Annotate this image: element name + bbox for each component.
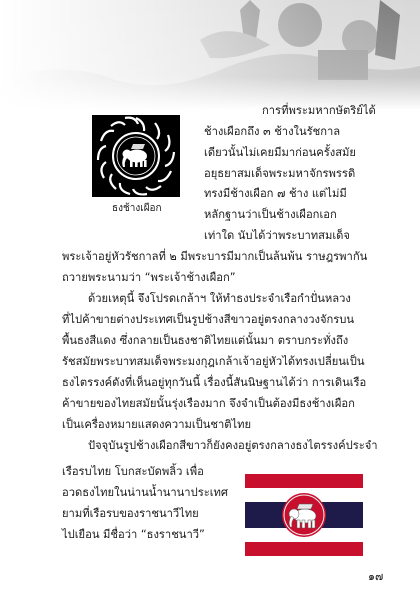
second-line-2: ที่ไปค้าขายต่างประเทศเป็นรูปช้างสีขาวอยู่ตรงกลางวงจักรบน [62,313,355,326]
decorative-mural-banner [0,0,420,110]
third-line-1: ปัจจุบันรูปช้างเผือกสีขาวก็ยังคงอยู่ตรงกลางธงไตรรงค์ประจำ [88,439,378,452]
white-elephant-emblem [92,115,180,197]
intro-line-6: หลักฐานว่าเป็นช้างเผือกเอก [204,208,337,221]
third-line-5: ไปเยือน มีชื่อว่า “ธงราชนาวี” [62,528,205,541]
third-line-4: ยามที่เรือรบของราชนาวีไทย [62,507,199,520]
second-line-1: ด้วยเหตุนี้ จึงโปรดเกล้าฯ ให้ทำธงประจำเรือกำปั่นหลวง [88,292,351,305]
intro-line-8: พระเจ้าอยู่หัวรัชกาลที่ ๒ มีพระบารมีมากเป็นล้นพ้น ราษฎรพากัน [62,250,368,263]
thai-navy-ensign [245,474,363,556]
intro-line-9: ถวายพระนามว่า “พระเจ้าช้างเผือก” [62,271,236,284]
white-elephant-emblem-icon [92,182,180,201]
intro-line-2: ช้างเผือกถึง ๓ ช้างในรัชกาล [204,125,341,138]
intro-line-5: ทรงมีช้างเผือก ๗ ช้าง แต่ไม่มี [204,187,347,200]
third-line-2: เรือรบไทย โบกสะบัดพลิ้ว เพื่อ [62,465,204,478]
thai-navy-ensign-icon [245,541,363,556]
second-line-7: เป็นเครื่องหมายแสดงความเป็นชาติไทย [62,418,252,431]
intro-line-7: เท่าใด นับได้ว่าพระบาทสมเด็จ [204,229,350,242]
intro-line-3: เดียวนั้นไม่เคยมีมาก่อนครั้งสมัย [204,146,356,159]
intro-line-4: อยุธยาสมเด็จพระมหาจักรพรรดิ [204,167,356,180]
second-line-6: ค้าขายของไทยสมัยนั้นรุ่งเรืองมาก จึงจำเป็นต้องมีธงช้างเผือก [62,397,355,410]
page-number: ๑๗ [368,570,384,583]
emblem-caption: ธงช้างเผือก [112,203,162,214]
second-line-3: พื้นธงสีแดง ซึ่งกลายเป็นธงชาติไทยแต่นั้นมา ตราบกระทั่งถึง [62,334,349,347]
intro-line-1: การที่พระมหากษัตริย์ได้ [262,104,376,117]
second-line-4: รัชสมัยพระบาทสมเด็จพระมงกุฎเกล้าเจ้าอยู่หัวได้ทรงเปลี่ยนเป็น [62,355,365,368]
third-line-3: อวดธงไทยในน่านน้ำนานาประเทศ [62,486,229,499]
second-line-5: ธงไตรรงค์ดังที่เห็นอยู่ทุกวันนี้ เรื่องนี้สันนิษฐานได้ว่า การเดินเรือ [62,376,367,389]
